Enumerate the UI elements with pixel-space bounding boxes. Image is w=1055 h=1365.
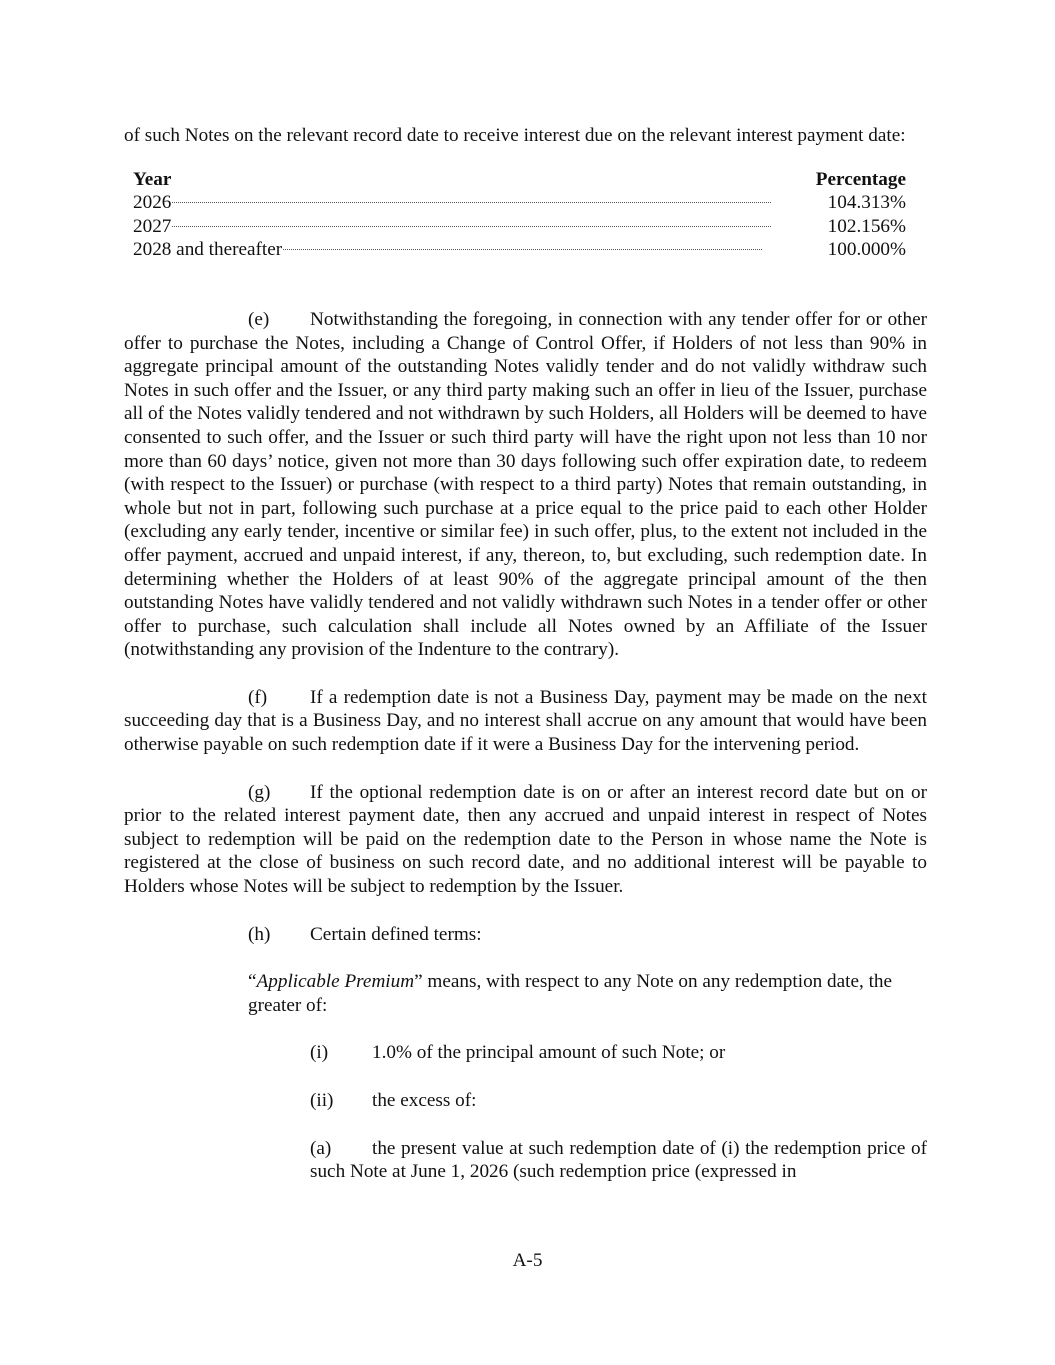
- paragraph-label: (e): [248, 308, 270, 330]
- paragraph-text: If the optional redemption date is on or after an interest record date but on or prior to the related interest payment date, then any accrued and unpaid interest in respect of Notes subject to redemption will be paid on the redemption date to the Person in whose name the Note is registered at the close of business on such record date, and no additional interest will be payable to Holders whose Notes will be subject to redemption by the Issuer.: [124, 781, 927, 898]
- year-column-header: Year: [133, 168, 172, 190]
- table-row: [133, 191, 906, 215]
- paragraph-text: Notwithstanding the foregoing, in connection with any tender offer for or other offer to purchase the Notes, including a Change of Control Offer, if Holders of not less than 90% in aggregate principal amount of the outstanding Notes validly tender and do not validly withdraw such Notes in such offer and the Issuer, or any third party making such an offer in lieu of the Issuer, purchase all of the Notes validly tendered and not withdrawn by such Holders, all Holders will be deemed to have consented to such offer, and the Issuer or such third party will have the right upon not less than 10 nor more than 60 days’ notice, given not more than 30 days following such offer expiration date, to redeem (with respect to the Issuer) or purchase (with respect to a third party) Notes that remain outstanding, in whole but not in part, following such purchase at a price equal to the price paid to each other Holder (excluding any early tender, incentive or similar fee) in such offer, plus, to the extent not included in the offer payment, accrued and unpaid interest, if any, thereon, to, but excluding, such redemption date. In determining whether the Holders of at least 90% of the aggregate principal amount of the then outstanding Notes have validly tendered and not validly withdrawn such Notes in a tender offer or other offer to purchase, such calculation shall include all Notes owned by an Affiliate of the Issuer (notwithstanding any provision of the Indenture to the contrary).: [124, 308, 927, 661]
- item-ii: [310, 1089, 927, 1113]
- open-quote: “: [248, 971, 257, 993]
- item-text: the present value at such redemption date of (i) the redemption price of such Note at June 1, 2026 (such redemption price (expressed in: [310, 1137, 927, 1183]
- intro-paragraph: of such Notes on the relevant record date to receive interest due on the relevant interest payment date:: [124, 125, 906, 146]
- percentage-column-header: Percentage: [815, 168, 906, 190]
- applicable-premium-definition: [248, 970, 927, 1017]
- paragraph-h: [248, 923, 927, 947]
- item-label: (ii): [310, 1090, 334, 1111]
- dot-leader: [172, 202, 771, 203]
- paragraph-text: Certain defined terms:: [310, 923, 482, 945]
- row-percentage: 102.156%: [827, 215, 906, 237]
- item-a: [310, 1137, 927, 1184]
- paragraph-text: If a redemption date is not a Business Day, payment may be made on the next succeeding day that is a Business Day, and no interest shall accrue on any amount that would have been otherwise payable on such redemption date if it were a Business Day for the intervening period.: [124, 686, 927, 756]
- definition-text: means, with respect to any Note on any redemption date, the greater of:: [248, 971, 893, 1016]
- item-text: 1.0% of the principal amount of such Note; or: [372, 1042, 726, 1064]
- dot-leader: [283, 249, 762, 250]
- item-text: the excess of:: [372, 1090, 477, 1111]
- paragraph-g: [124, 781, 927, 899]
- paragraph-e: [124, 308, 927, 662]
- close-quote: ”: [414, 971, 423, 993]
- row-year: 2027: [133, 215, 172, 237]
- page-number: A-5: [512, 1250, 543, 1271]
- paragraph-label: (f): [248, 686, 268, 708]
- item-label: (i): [310, 1042, 329, 1064]
- paragraph-f: [124, 686, 927, 757]
- redemption-price-table: [133, 168, 906, 262]
- table-row: [133, 238, 906, 262]
- paragraph-label: (g): [248, 781, 271, 803]
- dot-leader: [172, 226, 771, 227]
- paragraph-label: (h): [248, 923, 271, 945]
- row-percentage: 100.000%: [827, 239, 906, 261]
- item-label: (a): [310, 1137, 332, 1159]
- document-page: [124, 124, 927, 1184]
- row-year: 2026: [133, 192, 172, 214]
- row-percentage: 104.313%: [827, 192, 906, 214]
- table-row: [133, 215, 906, 239]
- table-header: [133, 168, 906, 192]
- item-i: [310, 1041, 927, 1065]
- defined-term: Applicable Premium: [256, 971, 415, 993]
- row-year: 2028 and thereafter: [133, 239, 283, 261]
